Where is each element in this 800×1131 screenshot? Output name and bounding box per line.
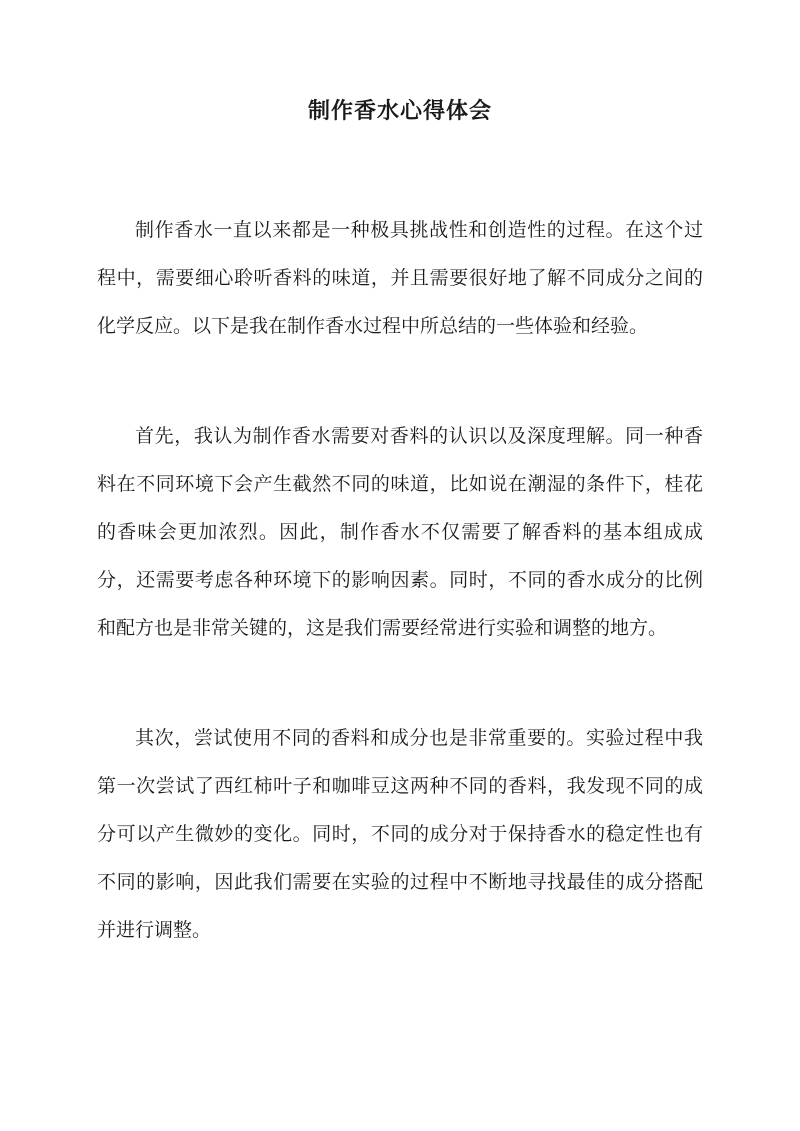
paragraph-first-point: 首先，我认为制作香水需要对香料的认识以及深度理解。同一种香料在不同环境下会产生截然不同的味道，比如说在潮湿的条件下，桂花的香味会更加浓烈。因此，制作香水不仅需要了解香料的基本组成成分，还需要考虑各种环境下的影响因素。同时，不同的香水成分的比例和配方也是非常关键的，这是我们需要经常进行实验和调整的地方。 [97,425,703,639]
paragraph-second-point: 其次，尝试使用不同的香料和成分也是非常重要的。实验过程中我第一次尝试了西红柿叶子和咖啡豆这两种不同的香料，我发现不同的成分可以产生微妙的变化。同时，不同的成分对于保持香水的稳定性也有不同的影响，因此我们需要在实验的过程中不断地寻找最佳的成分搭配并进行调整。 [97,727,703,941]
document-title: 制作香水心得体会 [307,98,492,124]
paragraph-intro: 制作香水一直以来都是一种极具挑战性和创造性的过程。在这个过程中，需要细心聆听香料的味道，并且需要很好地了解不同成分之间的化学反应。以下是我在制作香水过程中所总结的一些体验和经验。 [97,219,703,337]
